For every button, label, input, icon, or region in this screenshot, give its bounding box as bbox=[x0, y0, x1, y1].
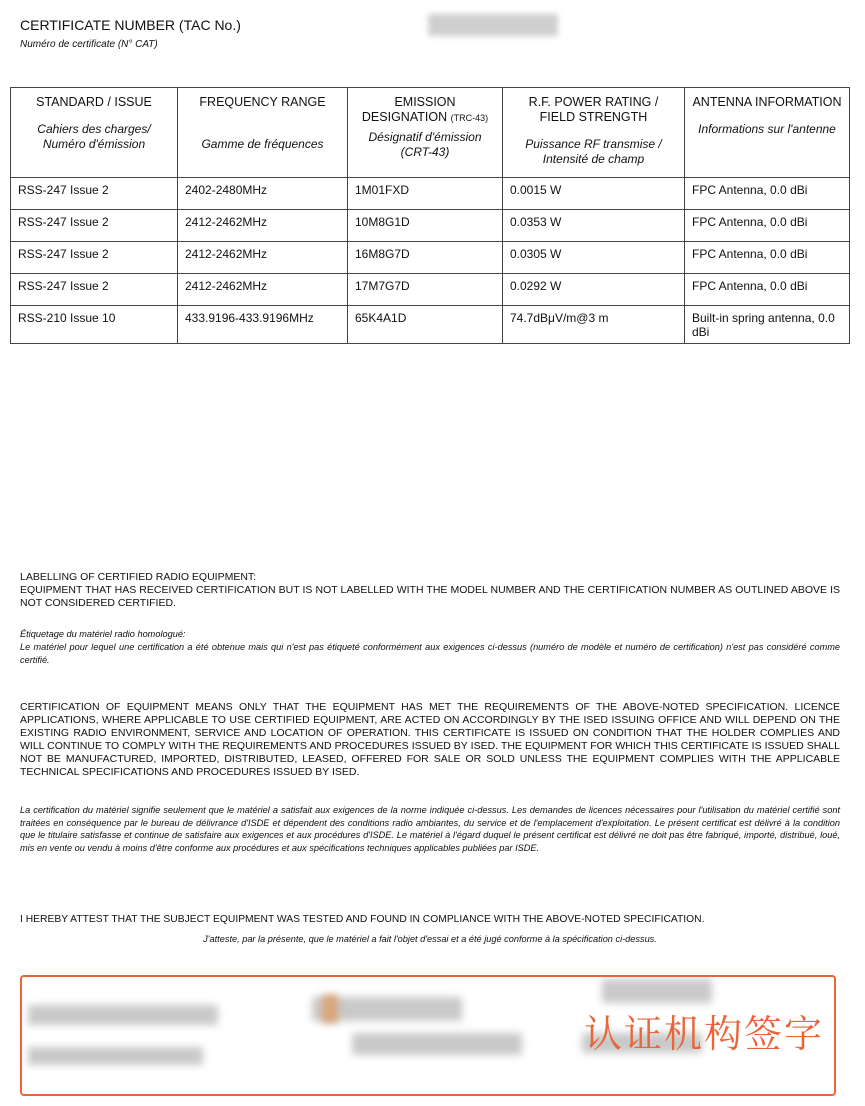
cell-frequency: 433.9196-433.9196MHz bbox=[178, 306, 348, 344]
cell-antenna: FPC Antenna, 0.0 dBi bbox=[685, 242, 850, 274]
column-header-en: STANDARD / ISSUE bbox=[36, 95, 152, 109]
cell-emission: 10M8G1D bbox=[348, 210, 503, 242]
certification-statement: CERTIFICATION OF EQUIPMENT MEANS ONLY THAT THE EQUIPMENT HAS MET THE REQUIREMENTS OF THE ABOVE-NOTED SPECIFICATION. LICENCE APPLICATIONS, WHERE APPLICABLE TO USE CERTIFIED EQUIPMENT, ARE ACTED ON ACCORDINGLY BY THE ISED ISSUING OFFICE AND WILL DEPEND ON THE EXISTING RADIO ENVIRONMENT, SERVICE AND LOCATION OF OPERATION. THIS CERTIFICATE IS ISSUED ON CONDITION THAT THE HOLDER COMPLIES AND WILL CONTINUE TO COMPLY WITH THE REQUIREMENTS AND PROCEDURES ISSUED BY ISED. THE EQUIPMENT FOR WHICH THIS CERTIFICATE IS ISSUED SHALL NOT BE MANUFACTURED, IMPORTED, DISTRIBUTED, LEASED, OFFERED FOR SALE OR SOLD UNLESS THE EQUIPMENT COMPLIES WITH THE APPLICABLE TECHNICAL SPECIFICATIONS AND PROCEDURES ISSUED BY ISED. bbox=[20, 701, 840, 778]
attestation-statement: I HEREBY ATTEST THAT THE SUBJECT EQUIPMENT WAS TESTED AND FOUND IN COMPLIANCE WITH THE ABOVE-NOTED SPECIFICATION. bbox=[20, 914, 705, 925]
column-header bbox=[685, 88, 850, 178]
table-row bbox=[11, 274, 850, 306]
redacted-signature bbox=[322, 995, 338, 1023]
certificate-number-heading: CERTIFICATE NUMBER (TAC No.) bbox=[20, 17, 241, 33]
specification-table bbox=[10, 87, 850, 344]
cell-power: 0.0292 W bbox=[503, 274, 685, 306]
cell-emission: 1M01FXD bbox=[348, 178, 503, 210]
labelling-body: EQUIPMENT THAT HAS RECEIVED CERTIFICATION BUT IS NOT LABELLED WITH THE MODEL NUMBER AND THE CERTIFICATION NUMBER AS OUTLINED ABOVE IS NOT CONSIDERED CERTIFIED. bbox=[20, 584, 840, 609]
redacted-signature bbox=[28, 1047, 203, 1065]
column-header bbox=[178, 88, 348, 178]
cell-standard: RSS-247 Issue 2 bbox=[11, 178, 178, 210]
cell-frequency: 2412-2462MHz bbox=[178, 210, 348, 242]
redacted-signature bbox=[602, 979, 712, 1003]
cell-antenna: FPC Antenna, 0.0 dBi bbox=[685, 210, 850, 242]
cell-emission: 17M7G7D bbox=[348, 274, 503, 306]
column-header bbox=[503, 88, 685, 178]
column-header-en-text: EMISSION DESIGNATION bbox=[361, 95, 456, 124]
column-header-fr: Cahiers des charges/ Numéro d'émission bbox=[37, 122, 151, 151]
cell-standard: RSS-247 Issue 2 bbox=[11, 242, 178, 274]
cell-power: 0.0015 W bbox=[503, 178, 685, 210]
labelling-heading: LABELLING OF CERTIFIED RADIO EQUIPMENT: bbox=[20, 571, 257, 583]
signature-box bbox=[20, 975, 836, 1096]
column-header-en: FREQUENCY RANGE bbox=[199, 95, 326, 109]
attestation-statement-fr: J'atteste, par la présente, que le matériel a fait l'objet d'essai et a été jugé conforme à la spécification ci-dessus. bbox=[203, 934, 657, 944]
column-header-note: (TRC-43) bbox=[450, 113, 489, 123]
redacted-signature bbox=[28, 1005, 218, 1025]
cell-frequency: 2402-2480MHz bbox=[178, 178, 348, 210]
labelling-body-fr: Le matériel pour lequel une certification a été obtenue mais qui n'est pas étiqueté conformément aux exigences ci-dessus (numéro de modèle et numéro de certification) n'est pas considéré comme certifié. bbox=[20, 642, 840, 665]
certification-statement-fr: La certification du matériel signifie seulement que le matériel a satisfait aux exigences de la norme indiquée ci-dessus. Les demandes de licences nécessaires pour l'utilisation du matériel certifié sont traitées en conséquence par le bureau de délivrance d'ISDE et dépendent des conditions radio ambiantes, du service et de l'emplacement d'exploitation. Le présent certificat est délivré à la condition que le titulaire satisfasse et continue de satisfaire aux exigences et aux procédures d'ISDE. Le matériel à l'égard duquel le présent certificat est délivré ne doit pas être fabriqué, importé, distribué, loué, mis en vente ou vendu à moins d'être conforme aux procédures et aux spécifications techniques applicables publiées par ISDE. bbox=[20, 805, 840, 853]
cell-power: 0.0305 W bbox=[503, 242, 685, 274]
column-header-fr: Puissance RF transmise / Intensité de champ bbox=[525, 137, 662, 166]
cell-emission: 16M8G7D bbox=[348, 242, 503, 274]
signature-label: 认证机构签字 bbox=[583, 1012, 824, 1056]
column-header-fr: Informations sur l'antenne bbox=[698, 122, 836, 136]
labelling-heading-fr: Étiquetage du matériel radio homologué: bbox=[20, 629, 186, 639]
cell-frequency: 2412-2462MHz bbox=[178, 242, 348, 274]
cell-antenna: Built-in spring antenna, 0.0 dBi bbox=[685, 306, 850, 344]
redacted-certificate-number bbox=[428, 14, 558, 36]
table-row bbox=[11, 210, 850, 242]
column-header-en: R.F. POWER RATING / FIELD STRENGTH bbox=[528, 95, 659, 124]
column-header-fr: Désignatif d'émission (CRT-43) bbox=[368, 130, 482, 159]
column-header bbox=[11, 88, 178, 178]
table-row bbox=[11, 242, 850, 274]
column-header bbox=[348, 88, 503, 178]
column-header-en: ANTENNA INFORMATION bbox=[692, 95, 842, 109]
column-header-fr: Gamme de fréquences bbox=[201, 137, 324, 151]
cell-standard: RSS-247 Issue 2 bbox=[11, 210, 178, 242]
cell-power: 0.0353 W bbox=[503, 210, 685, 242]
table-row bbox=[11, 178, 850, 210]
table-row bbox=[11, 306, 850, 344]
cell-standard: RSS-247 Issue 2 bbox=[11, 274, 178, 306]
cell-antenna: FPC Antenna, 0.0 dBi bbox=[685, 178, 850, 210]
redacted-signature bbox=[352, 1033, 522, 1055]
certificate-number-subtitle: Numéro de certificate (N° CAT) bbox=[20, 39, 158, 50]
cell-frequency: 2412-2462MHz bbox=[178, 274, 348, 306]
cell-standard: RSS-210 Issue 10 bbox=[11, 306, 178, 344]
cell-power: 74.7dBμV/m@3 m bbox=[503, 306, 685, 344]
cell-emission: 65K4A1D bbox=[348, 306, 503, 344]
table-header-row bbox=[11, 88, 850, 178]
column-header-en bbox=[355, 95, 495, 126]
cell-antenna: FPC Antenna, 0.0 dBi bbox=[685, 274, 850, 306]
